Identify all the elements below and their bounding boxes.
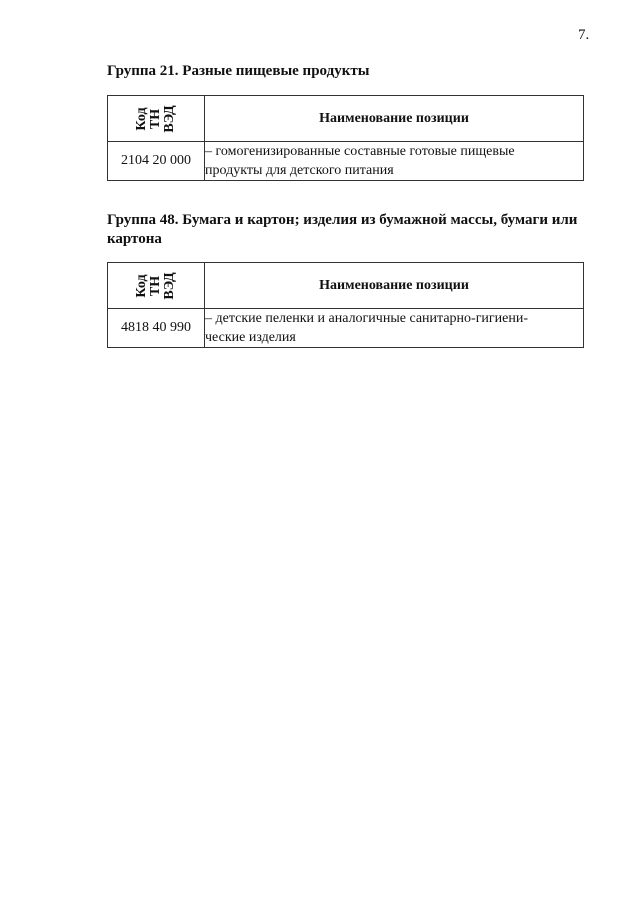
table-header-row — [108, 96, 584, 142]
description-line: – детские пеленки и аналогичные санитарно-гигиени- — [205, 311, 529, 326]
table-row — [108, 309, 584, 348]
table-row — [108, 142, 584, 181]
name-column-header: Наименование позиции — [205, 96, 584, 142]
group-48-heading: Группа 48. Бумага и картон; изделия из бумажной массы, бумаги или картона — [107, 212, 578, 247]
code-column-header — [108, 263, 205, 309]
code-header-line: ТН — [148, 108, 163, 129]
group-21-table — [107, 95, 584, 181]
description-cell — [205, 309, 584, 348]
group-21-heading: Группа 21. Разные пищевые продукты — [107, 63, 370, 79]
code-cell: 2104 20 000 — [108, 142, 205, 181]
description-line: продукты для детского питания — [205, 163, 394, 178]
code-header-line: Код — [134, 273, 149, 298]
group-48-table — [107, 262, 584, 348]
description-line: ческие изделия — [205, 330, 296, 345]
description-line: – гомогенизированные составные готовые пищевые — [205, 144, 515, 159]
code-header-line: ВЭД — [162, 271, 177, 300]
description-cell — [205, 142, 584, 181]
code-cell: 4818 40 990 — [108, 309, 205, 348]
page-number: 7. — [578, 27, 590, 43]
code-header-line: ВЭД — [162, 104, 177, 133]
name-column-header: Наименование позиции — [205, 263, 584, 309]
code-header-line: Код — [134, 106, 149, 131]
code-header-line: ТН — [148, 275, 163, 296]
code-column-header — [108, 96, 205, 142]
table-header-row — [108, 263, 584, 309]
